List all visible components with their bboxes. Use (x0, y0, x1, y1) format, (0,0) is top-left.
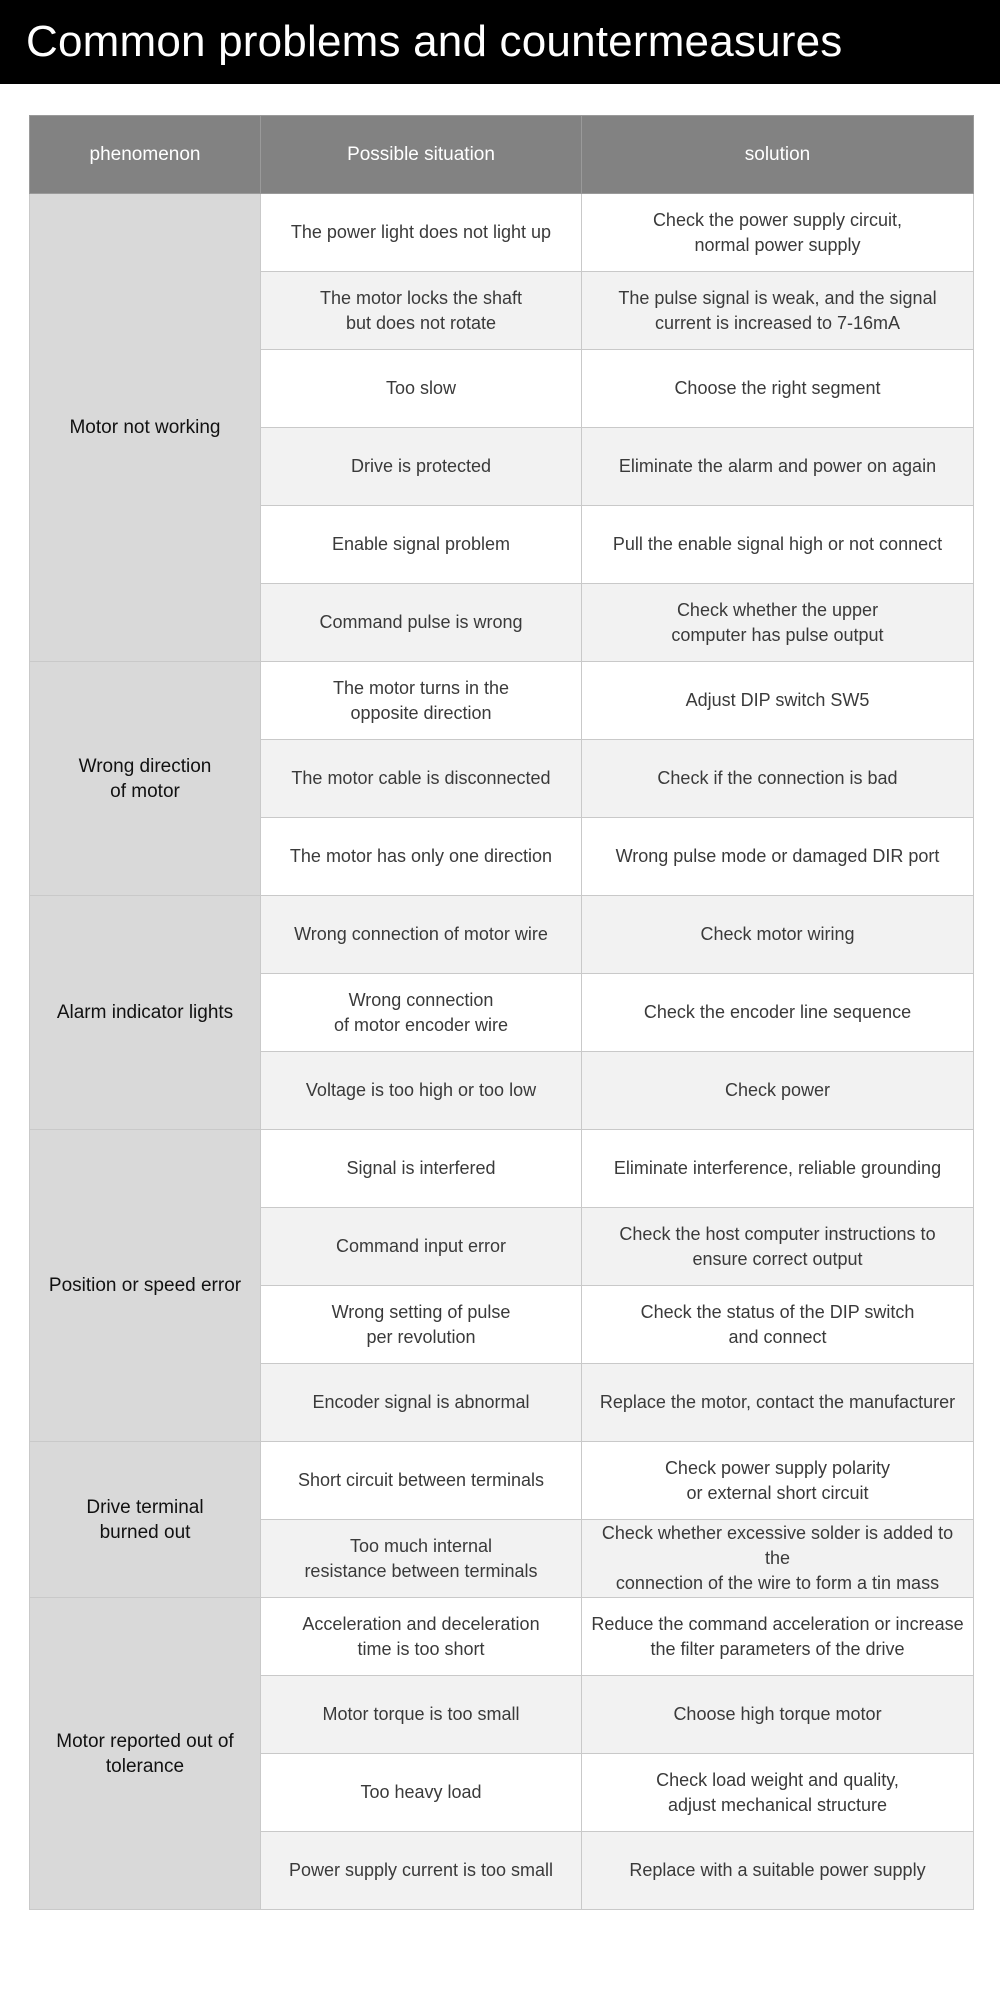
solution-cell: Check motor wiring (582, 896, 974, 974)
solution-cell: Replace the motor, contact the manufacturer (582, 1364, 974, 1442)
situation-cell: Wrong connection of motor encoder wire (261, 974, 582, 1052)
solution-cell: Check if the connection is bad (582, 740, 974, 818)
situation-cell: Power supply current is too small (261, 1832, 582, 1910)
phenomenon-cell: Motor not working (30, 194, 261, 662)
situation-cell: Enable signal problem (261, 506, 582, 584)
troubleshooting-table-container (29, 115, 973, 1910)
solution-cell: The pulse signal is weak, and the signal current is increased to 7-16mA (582, 272, 974, 350)
solution-cell: Check the status of the DIP switch and connect (582, 1286, 974, 1364)
solution-cell: Check the host computer instructions to ensure correct output (582, 1208, 974, 1286)
situation-cell: Encoder signal is abnormal (261, 1364, 582, 1442)
situation-cell: The motor has only one direction (261, 818, 582, 896)
table-row (30, 1130, 974, 1208)
solution-cell: Pull the enable signal high or not connect (582, 506, 974, 584)
table-body (30, 194, 974, 1910)
table-row (30, 1442, 974, 1520)
situation-cell: Acceleration and deceleration time is too short (261, 1598, 582, 1676)
phenomenon-cell: Drive terminal burned out (30, 1442, 261, 1598)
solution-cell: Eliminate interference, reliable grounding (582, 1130, 974, 1208)
table-header (30, 116, 974, 194)
situation-cell: Too heavy load (261, 1754, 582, 1832)
solution-cell: Choose the right segment (582, 350, 974, 428)
table-row (30, 662, 974, 740)
table-row (30, 194, 974, 272)
solution-cell: Check whether excessive solder is added to the connection of the wire to form a tin mass (582, 1520, 974, 1598)
solution-cell: Reduce the command acceleration or increase the filter parameters of the drive (582, 1598, 974, 1676)
situation-cell: Wrong connection of motor wire (261, 896, 582, 974)
solution-cell: Eliminate the alarm and power on again (582, 428, 974, 506)
title-bar (0, 0, 1000, 84)
table-row (30, 896, 974, 974)
situation-cell: The power light does not light up (261, 194, 582, 272)
header-solution: solution (582, 116, 974, 194)
situation-cell: Voltage is too high or too low (261, 1052, 582, 1130)
situation-cell: The motor turns in the opposite direction (261, 662, 582, 740)
solution-cell: Choose high torque motor (582, 1676, 974, 1754)
situation-cell: Command pulse is wrong (261, 584, 582, 662)
phenomenon-cell: Wrong direction of motor (30, 662, 261, 896)
situation-cell: Too much internal resistance between terminals (261, 1520, 582, 1598)
table-row (30, 1598, 974, 1676)
solution-cell: Replace with a suitable power supply (582, 1832, 974, 1910)
header-possible-situation: Possible situation (261, 116, 582, 194)
troubleshooting-table (29, 115, 974, 1910)
situation-cell: The motor locks the shaft but does not rotate (261, 272, 582, 350)
solution-cell: Check whether the upper computer has pulse output (582, 584, 974, 662)
situation-cell: Too slow (261, 350, 582, 428)
situation-cell: Motor torque is too small (261, 1676, 582, 1754)
phenomenon-cell: Position or speed error (30, 1130, 261, 1442)
situation-cell: The motor cable is disconnected (261, 740, 582, 818)
page-title: Common problems and countermeasures (26, 17, 843, 66)
solution-cell: Check the encoder line sequence (582, 974, 974, 1052)
solution-cell: Adjust DIP switch SW5 (582, 662, 974, 740)
solution-cell: Check load weight and quality, adjust mechanical structure (582, 1754, 974, 1832)
situation-cell: Wrong setting of pulse per revolution (261, 1286, 582, 1364)
solution-cell: Check the power supply circuit, normal power supply (582, 194, 974, 272)
situation-cell: Signal is interfered (261, 1130, 582, 1208)
phenomenon-cell: Motor reported out of tolerance (30, 1598, 261, 1910)
phenomenon-cell: Alarm indicator lights (30, 896, 261, 1130)
solution-cell: Check power (582, 1052, 974, 1130)
situation-cell: Short circuit between terminals (261, 1442, 582, 1520)
header-row (30, 116, 974, 194)
situation-cell: Drive is protected (261, 428, 582, 506)
situation-cell: Command input error (261, 1208, 582, 1286)
header-phenomenon: phenomenon (30, 116, 261, 194)
solution-cell: Check power supply polarity or external short circuit (582, 1442, 974, 1520)
solution-cell: Wrong pulse mode or damaged DIR port (582, 818, 974, 896)
